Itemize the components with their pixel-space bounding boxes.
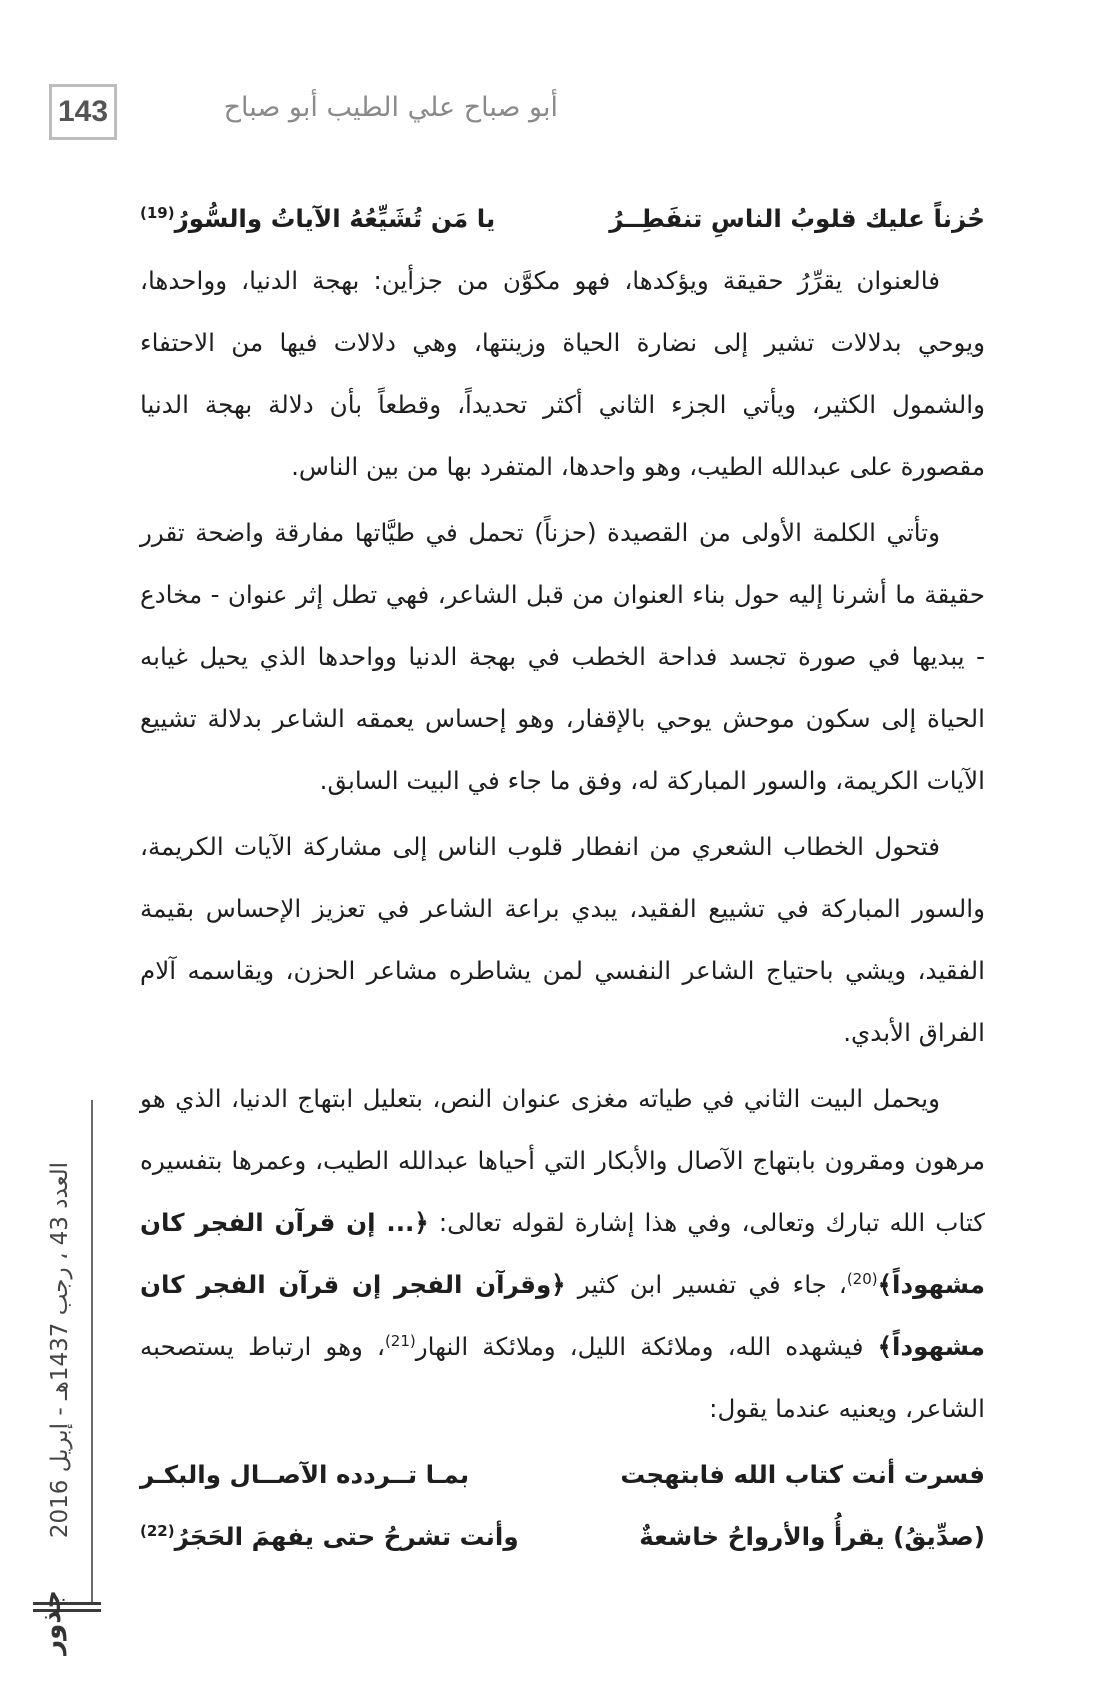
quran-quote-2: ﴿وقرآن الفجر إن قرآن الفجر كان مشهوداً﴾ [140, 1270, 985, 1361]
paragraph-4 [140, 1068, 985, 1440]
poem-verse-2 [140, 1444, 985, 1506]
verse-3-second-hemistich-wrap [140, 1506, 519, 1568]
sidebar-issue-info: العدد 43 ، رجب 1437هـ - إبريل 2016 [47, 1161, 73, 1539]
paragraph-3: فتحول الخطاب الشعري من انفطار قلوب الناس إلى مشاركة الآيات الكريمة، والسور المباركة في تشييع الفقيد، يبدي براعة الشاعر في تعزيز الإحساس بقيمة الفقيد، ويشي باحتياج الشاعر النفسي لمن يشاطره مشاعر الحزن، ويقاسمه آلام الفراق الأبدي. [140, 832, 985, 1047]
paragraph-4-part-c: فيشهده الله، وملائكة الليل، وملائكة النهار [415, 1332, 864, 1361]
poem-verse-1 [140, 188, 985, 250]
verse-1-second-hemistich-wrap [140, 188, 495, 250]
paragraph-2: وتأتي الكلمة الأولى من القصيدة (حزناً) تحمل في طيَّاتها مفارقة واضحة تقرر حقيقة ما أشرنا إليه حول بناء العنوان من قبل الشاعر، فهي تطل إثر عنوان - مخادع - يبديها في صورة تجسد فداحة الخطب في بهجة الدنيا وواحدها الذي يحيل غيابه الحياة إلى سكون موحش يوحي بالإقفار، وهو إحساس يعمقه الشاعر بدلالة تشييع الآيات الكريمة، والسور المباركة له، وفق ما جاء في البيت السابق. [140, 518, 985, 795]
verse-2-second-hemistich: بمـا تــردده الآصــال والبكـر [140, 1460, 470, 1489]
magazine-logo: جذور [37, 1590, 67, 1655]
verse-1-first-hemistich: حُزناً عليك قلوبُ الناسِ تنفَطِــرُ [609, 204, 985, 233]
verse-2-first-hemistich: فسرت أنت كتاب الله فابتهجت [620, 1460, 985, 1489]
paragraph-1: فالعنوان يقرِّرُ حقيقة ويؤكدها، فهو مكوَّن من جزأين: بهجة الدنيا، وواحدها، ويوحي بدلالات تشير إلى نضارة الحياة وزينتها، وهي دلالات فيها من الاحتفاء والشمول الكثير، ويأتي الجزء الثاني أكثر تحديداً، وقطعاً بأن دلالة بهجة الدنيا مقصورة على عبدالله الطيب، وهو واحدها، المتفرد بها من بين الناس. [140, 266, 985, 481]
footnote-ref-22: (22) [140, 1521, 175, 1540]
verse-3-second-hemistich: وأنت تشرحُ حتى يفهمَ الحَجَرُ [174, 1522, 519, 1551]
poem-verse-3 [140, 1506, 985, 1568]
article-body [140, 188, 985, 1568]
footnote-ref-21: (21) [384, 1331, 416, 1350]
footnote-ref-19: (19) [140, 203, 175, 222]
paragraph-4-part-d: ، وهو ارتباط يستصحبه الشاعر، ويعنيه عندما يقول: [140, 1332, 985, 1423]
paragraph-4-part-b: ، جاء في تفسير ابن كثير [577, 1270, 847, 1299]
footnote-ref-20: (20) [846, 1269, 878, 1288]
quran-quote-1: ﴿... إن قرآن الفجر كان مشهوداً﴾ [140, 1208, 985, 1299]
verse-1-second-hemistich: يا مَن تُشَيِّعُهُ الآياتُ والسُّورُ [174, 204, 496, 233]
paragraph-4-part-a: ويحمل البيت الثاني في طياته مغزى عنوان النص، بتعليل ابتهاج الدنيا، الذي هو مرهون ومقرون بابتهاج الآصال والأبكار التي أحياها عبدالله الطيب، وعمرها بتفسيره كتاب الله تبارك وتعالى، وفي هذا إشارة لقوله تعالى: [140, 1084, 985, 1237]
running-head-author: أبو صباح علي الطيب أبو صباح [223, 92, 558, 123]
verse-3-first-hemistich: (صدِّيقُ) يقرأُ والأرواحُ خاشعةٌ [639, 1522, 985, 1551]
page-number: 143 [49, 84, 117, 140]
sidebar-vertical-rule [91, 1100, 93, 1605]
